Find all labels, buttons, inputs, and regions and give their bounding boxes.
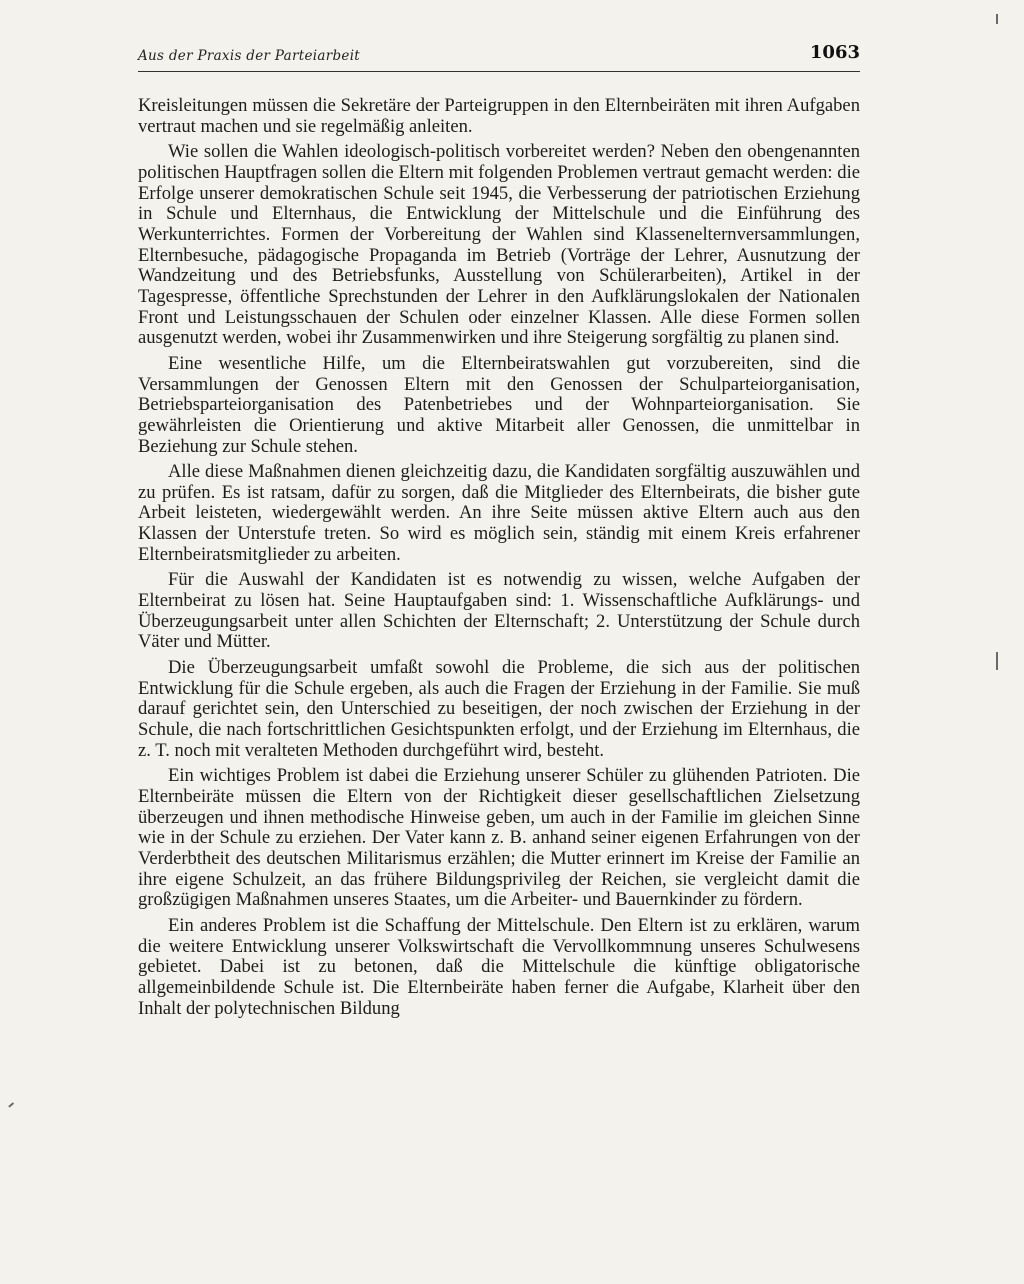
page-header bbox=[138, 42, 860, 70]
page-number: 1063 bbox=[809, 42, 860, 63]
paragraph-1: Kreisleitungen müssen die Sekretäre der Parteigruppen in den Elternbeiräten mit ihren Aufgaben vertraut machen und sie regelmäßig anleiten. bbox=[138, 95, 860, 137]
paragraph-6: Die Überzeugungsarbeit umfaßt sowohl die Probleme, die sich aus der politischen Entwicklung für die Schule ergeben, als auch die Fragen der Erziehung in der Familie. Sie muß darauf gerichtet sein, den Unterschied zu beseitigen, der noch zwischen der Erziehung in der Schule, die nach fortschrittlichen Gesichtspunkten erfolgt, und der Erziehung im Elternhaus, die z. T. noch mit veralteten Methoden durchgeführt wird, besteht. bbox=[138, 657, 860, 761]
body-text bbox=[138, 96, 860, 1024]
paragraph-3: Eine wesentliche Hilfe, um die Elternbeiratswahlen gut vorzubereiten, sind die Versammlungen der Genossen Eltern mit den Genossen der Schulparteiorganisation, Betriebsparteiorganisation des Patenbetriebes und der Wohnparteiorganisation. Sie gewährleisten die Orientierung und aktive Mitarbeit aller Genossen, die unmittelbar in Beziehung zur Schule stehen. bbox=[138, 352, 860, 457]
running-head: Aus der Praxis der Parteiarbeit bbox=[138, 48, 361, 64]
paragraph-2: Wie sollen die Wahlen ideologisch-politisch vorbereitet werden? Neben den obengenannten politischen Hauptfragen sollen die Eltern mit folgenden Problemen vertraut gemacht werden: die Erfolge unserer demokratischen Schule seit 1945, die Verbesserung der patriotischen Erziehung in Schule und Elternhaus, die Entwicklung der Mittelschule und die Einführung des Werkunterrichtes. Formen der Vorbereitung der Wahlen sind Klassenelternversammlungen, Elternbesuche, pädagogische Propaganda im Betrieb (Vorträge der Lehrer, Ausnutzung der Wandzeitung und des Betriebsfunks, Ausstellung von Schülerarbeiten), Artikel in der Tagespresse, öffentliche Sprechstunden der Lehrer in den Aufklärungslokalen der Nationalen Front und Leistungsschauen der Schulen oder einzelner Klassen. Alle diese Formen sollen ausgenutzt werden, wobei ihr Zusammenwirken und ihre Steigerung sorgfältig zu planen sind. bbox=[138, 141, 860, 349]
paragraph-5: Für die Auswahl der Kandidaten ist es notwendig zu wissen, welche Aufgaben der Elternbeirat zu lösen hat. Seine Hauptaufgaben sind: 1. Wissenschaftliche Aufklärungs- und Überzeugungsarbeit unter allen Schichten der Elternschaft; 2. Unterstützung der Schule durch Väter und Mütter. bbox=[138, 569, 860, 653]
paragraph-7: Ein wichtiges Problem ist dabei die Erziehung unserer Schüler zu glühenden Patrioten. Die Elternbeiräte müssen die Eltern von der Richtigkeit dieser gesellschaftlichen Zielsetzung überzeugen und ihnen methodische Hinweise geben, um auch in der Familie im gleichen Sinne wie in der Schule zu erziehen. Der Vater kann z. B. anhand seiner eigenen Erfahrungen von der Verderbtheit des deutschen Militarismus erzählen; die Mutter erinnert im Kreise der Familie an ihre eigene Schulzeit, an das frühere Bildungsprivileg der Reichen, sie vergleicht damit die großzügigen Maßnahmen unseres Staates, um die Arbeiter- und Bauernkinder zu fördern. bbox=[138, 765, 860, 911]
scan-mark bbox=[996, 14, 998, 24]
scan-mark bbox=[8, 1102, 14, 1107]
header-rule bbox=[138, 71, 860, 72]
paragraph-8: Ein anderes Problem ist die Schaffung der Mittelschule. Den Eltern ist zu erklären, warum die weitere Entwicklung unserer Volkswirtschaft die Vervollkommnung unseres Schulwesens gebietet. Dabei ist zu betonen, daß die Mittelschule die künftige obligatorische allgemeinbildende Schule ist. Die Elternbeiräte haben ferner die Aufgabe, Klarheit über den Inhalt der polytechnischen Bildung bbox=[138, 914, 860, 1019]
scan-mark bbox=[996, 652, 998, 670]
paragraph-4: Alle diese Maßnahmen dienen gleichzeitig dazu, die Kandidaten sorgfältig auszuwählen und zu prüfen. Es ist ratsam, dafür zu sorgen, daß die Mitglieder des Elternbeirats, die bisher gute Arbeit leisteten, wiedergewählt werden. An ihre Seite müssen aktive Eltern auch aus den Klassen der Unterstufe treten. So wird es möglich sein, ständig mit einem Kreis erfahrener Elternbeiratsmitglieder zu arbeiten. bbox=[138, 461, 860, 565]
